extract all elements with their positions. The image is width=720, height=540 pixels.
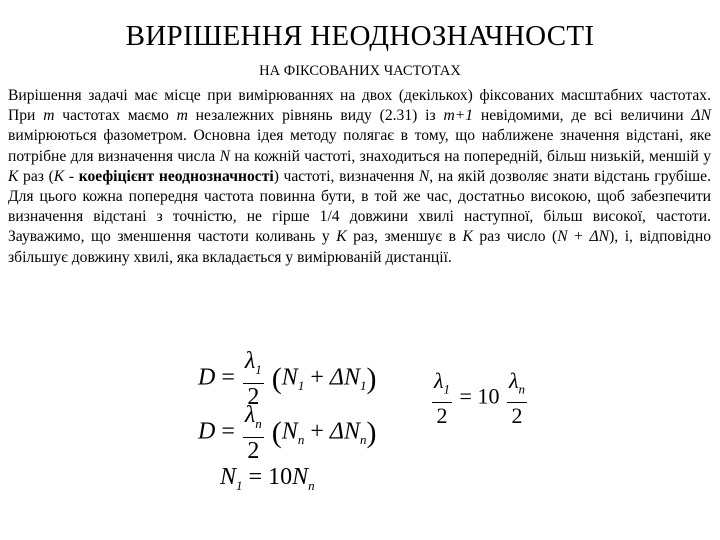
formula-symbol: N <box>292 464 309 490</box>
text-run: + <box>567 228 590 246</box>
formula-subscript: 1 <box>359 378 367 394</box>
formula-symbol: 2 <box>436 403 448 429</box>
formula-symbol: λ <box>508 368 519 393</box>
text-run: незалежних рівнянь виду (2.31) із <box>187 107 444 125</box>
formula-fraction <box>243 402 264 464</box>
text-run: раз ( <box>18 167 54 185</box>
text-run: ) частоті, визначення <box>273 167 419 185</box>
formula-subscript: 1 <box>297 378 305 394</box>
text-run: ΔN <box>589 228 610 246</box>
text-run: Вирішення задачі має місце при вимірюваннях на двох (декількох) фіксованих масштабних частотах. При <box>8 87 711 125</box>
formula-symbol: ΔN <box>329 364 360 391</box>
text-run: K <box>53 167 65 185</box>
formula-symbol: λ <box>244 402 256 428</box>
text-run: вимірюються фазометром. Основна ідея методу полягає в тому, що наближене значення відстані, яке потрібне для визначення числа <box>8 127 711 165</box>
formula-symbol: λ <box>434 368 444 393</box>
formula-symbol: D <box>198 364 216 391</box>
formula-subscript: 1 <box>255 361 262 377</box>
slide-subtitle: НА ФІКСОВАНИХ ЧАСТОТАХ <box>259 63 461 79</box>
text-run: на кожній частоті, знаходиться на попередній, більш низькій, меншій у <box>229 147 711 165</box>
text-run: K <box>462 228 473 246</box>
text-run: - <box>64 167 79 185</box>
text-run: раз, зменшує в <box>346 228 463 246</box>
formula-wavelength-relation <box>430 368 529 429</box>
formula-symbol: 2 <box>247 383 260 410</box>
text-run: N <box>219 147 230 165</box>
bold-term: коефіцієнт неоднозначності <box>78 167 274 185</box>
formula-symbol: N <box>220 464 237 490</box>
text-run: N, <box>418 167 434 185</box>
text-run: раз число ( <box>472 228 558 246</box>
formula-symbol: = <box>221 418 235 445</box>
text-run: N <box>557 228 568 246</box>
text-run: K <box>336 228 347 246</box>
text-run: m+1 <box>443 107 474 125</box>
text-run: ), і, відповідно збільшує довжину хвилі, яка вкладається у вимірюваній дистанції. <box>8 228 712 266</box>
formula-symbol: N <box>281 418 298 445</box>
formula-fraction <box>507 368 527 429</box>
formula-symbol: = <box>248 464 263 490</box>
formula-subscript: n <box>308 477 315 493</box>
text-run: m <box>176 107 188 125</box>
slide-title: ВИРІШЕННЯ НЕОДНОЗНАЧНОСТІ <box>125 20 595 52</box>
formula-symbol: λ <box>244 348 256 374</box>
formula-n-relation <box>220 464 315 494</box>
formula-subscript: 1 <box>443 381 451 397</box>
formula-symbol: = <box>459 383 472 409</box>
formula-fraction <box>432 368 452 429</box>
formula-symbol: D <box>198 418 216 445</box>
formula-symbol: + <box>310 418 324 445</box>
formula-symbol: ΔN <box>329 418 360 445</box>
formula-symbol: 10 <box>268 464 293 490</box>
formula-symbol: N <box>281 364 298 391</box>
text-run: частотах маємо <box>54 107 177 125</box>
formula-subscript: n <box>359 432 367 448</box>
formula-symbol: 2 <box>247 437 260 464</box>
formula-distance-n: D = $\frac{\lambda_n}{2}$ $(N_n + \Delta N_n)$ <box>198 402 377 464</box>
formula-subscript: n <box>255 415 262 431</box>
text-run: K <box>8 167 19 185</box>
formula-symbol: + <box>310 364 324 391</box>
text-run: невідомими, де всі величини <box>473 107 692 125</box>
formula-subscript: n <box>297 432 305 448</box>
formula-subscript: 1 <box>236 477 243 493</box>
text-run: ΔN <box>691 107 711 125</box>
text-run: m <box>43 107 55 125</box>
text-run: на якій дозволяє знати відстань грубіше. Для цього кожна попередня частота повинна бути, в той же час, достатньо високою, щоб забезпечити визначення відстані з точністю, не гірше 1/4 довжини хвилі наступної, більш високої, частоти. Зауважимо, що зменшення частоти коливань у <box>8 167 711 246</box>
formula-symbol: 10 <box>477 383 500 409</box>
formula-distance-1: D = $\frac{\lambda_1}{2}$ $(N_1 + \Delta N_1)$ <box>198 348 377 410</box>
formula-symbol: 2 <box>511 403 523 429</box>
formula-subscript: n <box>518 381 525 397</box>
formula-symbol: = <box>221 364 235 391</box>
formula-fraction <box>243 348 264 410</box>
body-paragraph <box>8 86 711 268</box>
